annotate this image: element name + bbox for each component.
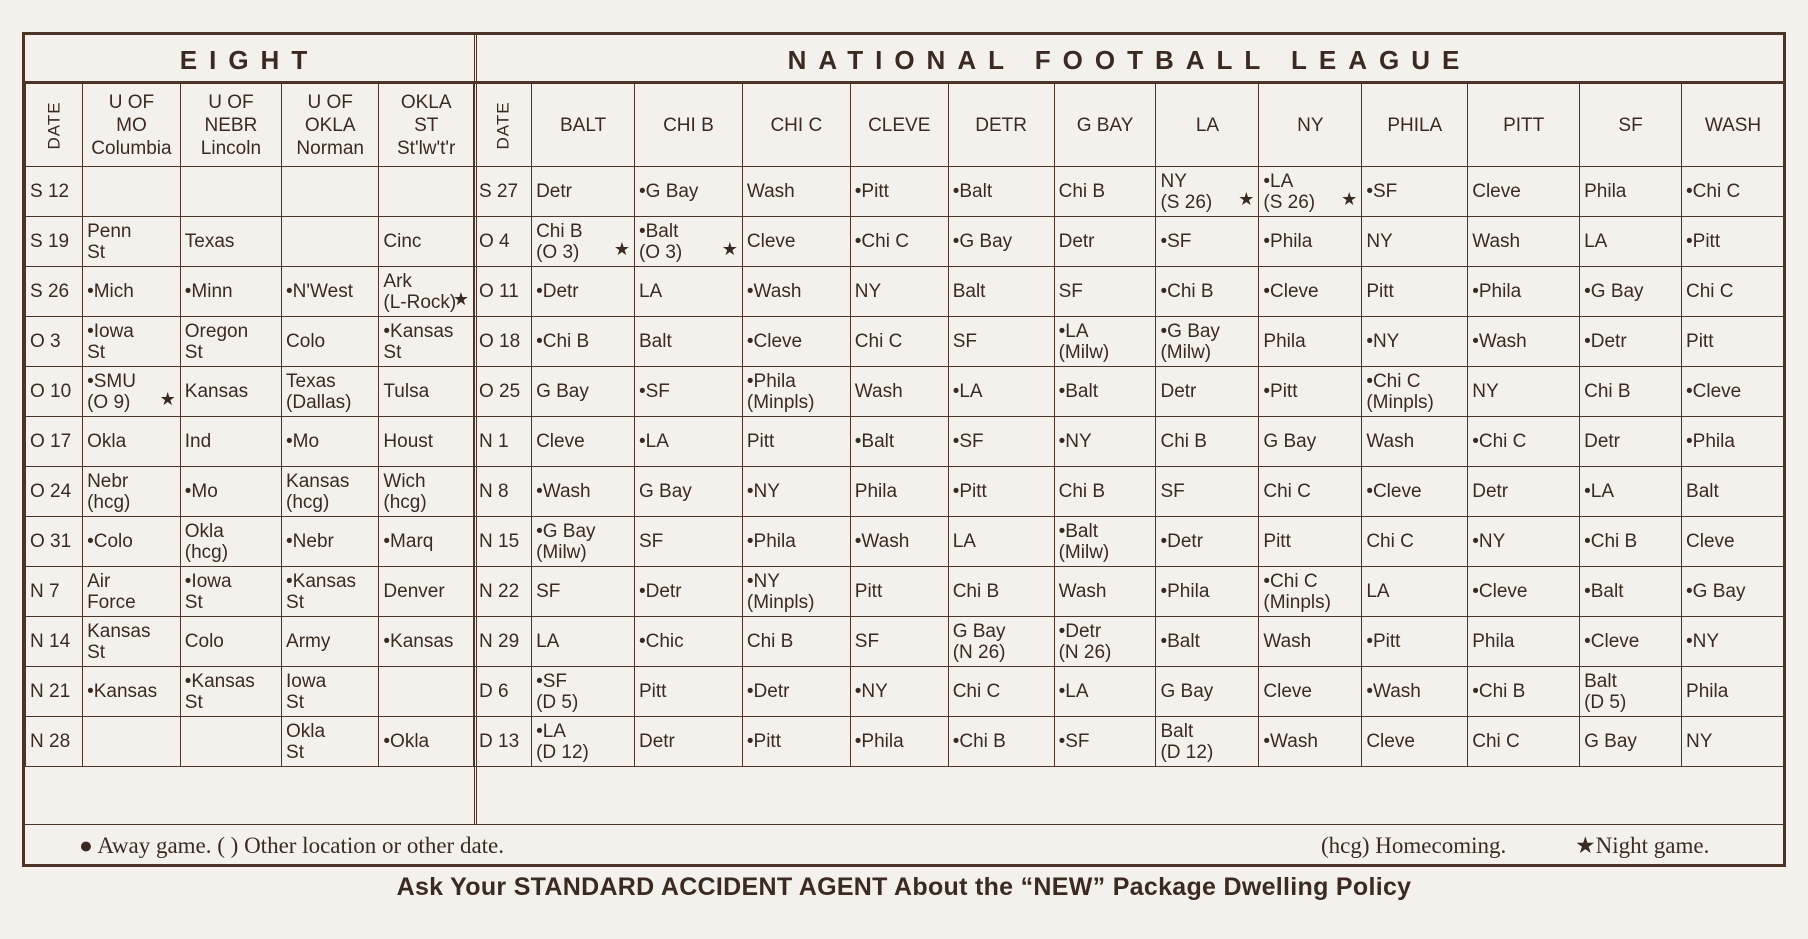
date-cell: N 14 bbox=[26, 617, 83, 667]
game-cell bbox=[180, 167, 281, 217]
game-cell bbox=[379, 167, 474, 217]
game-cell: •SF bbox=[1156, 217, 1259, 267]
game-cell: Chi B bbox=[1156, 417, 1259, 467]
game-cell: •Detr bbox=[1580, 317, 1682, 367]
game-cell: •Pitt bbox=[850, 167, 948, 217]
eight-date-header bbox=[26, 84, 83, 167]
table-row bbox=[475, 417, 1785, 467]
game-cell: •LA (D 12) bbox=[532, 717, 635, 767]
date-cell: S 12 bbox=[26, 167, 83, 217]
game-cell: LA bbox=[1580, 217, 1682, 267]
game-cell: SF bbox=[1156, 467, 1259, 517]
game-cell: Chi C bbox=[948, 667, 1054, 717]
game-cell: •Balt (O 3) ★ bbox=[634, 217, 742, 267]
game-cell: •Chi B bbox=[1156, 267, 1259, 317]
eight-schedule-table bbox=[25, 83, 474, 767]
game-cell: •LA bbox=[1054, 667, 1156, 717]
game-cell: •LA bbox=[948, 367, 1054, 417]
game-cell: •Chi C bbox=[1682, 167, 1785, 217]
game-cell: Penn St bbox=[83, 217, 181, 267]
table-row bbox=[475, 367, 1785, 417]
game-cell: Wash bbox=[1468, 217, 1580, 267]
game-cell: •Detr bbox=[1156, 517, 1259, 567]
nfl-column-header: DETR bbox=[948, 84, 1054, 167]
date-cell: D 6 bbox=[475, 667, 532, 717]
game-cell: •Phila bbox=[1156, 567, 1259, 617]
nfl-section bbox=[474, 35, 1785, 767]
game-cell: Pitt bbox=[742, 417, 850, 467]
date-cell: N 28 bbox=[26, 717, 83, 767]
game-cell: •NY bbox=[1362, 317, 1468, 367]
table-row bbox=[475, 667, 1785, 717]
nfl-date-header bbox=[475, 84, 532, 167]
game-cell: •Phila (Minpls) bbox=[742, 367, 850, 417]
game-cell: •Chi C bbox=[850, 217, 948, 267]
game-cell: Okla (hcg) bbox=[180, 517, 281, 567]
game-cell: Detr bbox=[1156, 367, 1259, 417]
game-cell: •G Bay (Milw) bbox=[532, 517, 635, 567]
game-cell: •Detr bbox=[532, 267, 635, 317]
date-cell: O 3 bbox=[26, 317, 83, 367]
date-cell: N 22 bbox=[475, 567, 532, 617]
night-game-star-icon: ★ bbox=[452, 289, 469, 309]
game-cell: •LA (Milw) bbox=[1054, 317, 1156, 367]
nfl-title: NATIONAL FOOTBALL LEAGUE bbox=[474, 35, 1785, 83]
game-cell: Chi C bbox=[1682, 267, 1785, 317]
game-cell: Pitt bbox=[1362, 267, 1468, 317]
game-cell: Detr bbox=[1054, 217, 1156, 267]
game-cell: •NY bbox=[1054, 417, 1156, 467]
game-cell bbox=[180, 717, 281, 767]
game-cell: •Nebr bbox=[282, 517, 379, 567]
game-cell: •Minn bbox=[180, 267, 281, 317]
date-cell: O 11 bbox=[475, 267, 532, 317]
game-cell: Nebr (hcg) bbox=[83, 467, 181, 517]
game-cell: NY (S 26) ★ bbox=[1156, 167, 1259, 217]
game-cell: Balt bbox=[948, 267, 1054, 317]
game-cell: Detr bbox=[1580, 417, 1682, 467]
game-cell: Phila bbox=[1468, 617, 1580, 667]
date-cell: O 17 bbox=[26, 417, 83, 467]
game-cell: G Bay bbox=[634, 467, 742, 517]
table-row bbox=[475, 617, 1785, 667]
game-cell: Phila bbox=[1580, 167, 1682, 217]
table-row bbox=[475, 467, 1785, 517]
game-cell: G Bay bbox=[1156, 667, 1259, 717]
date-cell: O 10 bbox=[26, 367, 83, 417]
game-cell: Balt (D 5) bbox=[1580, 667, 1682, 717]
table-row bbox=[26, 417, 474, 467]
game-cell: Cleve bbox=[1362, 717, 1468, 767]
game-cell: SF bbox=[532, 567, 635, 617]
game-cell: Iowa St bbox=[282, 667, 379, 717]
game-cell: Kansas bbox=[180, 367, 281, 417]
game-cell: •Cleve bbox=[1259, 267, 1362, 317]
eight-section bbox=[25, 35, 474, 767]
game-cell: Wich (hcg) bbox=[379, 467, 474, 517]
game-cell: LA bbox=[532, 617, 635, 667]
table-row bbox=[26, 267, 474, 317]
game-cell: Cleve bbox=[1682, 517, 1785, 567]
game-cell: •Balt bbox=[948, 167, 1054, 217]
game-cell: Chi B bbox=[1054, 167, 1156, 217]
table-row bbox=[475, 267, 1785, 317]
date-cell: N 8 bbox=[475, 467, 532, 517]
game-cell: •Wash bbox=[1362, 667, 1468, 717]
game-cell: Ind bbox=[180, 417, 281, 467]
game-cell: •Chi B bbox=[948, 717, 1054, 767]
nfl-column-header: G BAY bbox=[1054, 84, 1156, 167]
game-cell: NY bbox=[850, 267, 948, 317]
table-row bbox=[26, 617, 474, 667]
game-cell: Pitt bbox=[1259, 517, 1362, 567]
game-cell: Balt (D 12) bbox=[1156, 717, 1259, 767]
advertisement-footer: Ask Your STANDARD ACCIDENT AGENT About the “NEW” Package Dwelling Policy bbox=[396, 873, 1412, 901]
game-cell: SF bbox=[850, 617, 948, 667]
game-cell: Phila bbox=[1682, 667, 1785, 717]
game-cell: •Pitt bbox=[1259, 367, 1362, 417]
game-cell: SF bbox=[634, 517, 742, 567]
game-cell: •Phila bbox=[850, 717, 948, 767]
table-row bbox=[26, 367, 474, 417]
game-cell: Chi B bbox=[948, 567, 1054, 617]
eight-column-header: U OF OKLA Norman bbox=[282, 84, 379, 167]
game-cell: Colo bbox=[180, 617, 281, 667]
game-cell: Balt bbox=[1682, 467, 1785, 517]
game-cell: •Wash bbox=[532, 467, 635, 517]
game-cell: •Okla bbox=[379, 717, 474, 767]
game-cell: •SF bbox=[1362, 167, 1468, 217]
game-cell: Chi C bbox=[850, 317, 948, 367]
game-cell: •LA bbox=[1580, 467, 1682, 517]
game-cell: •Wash bbox=[742, 267, 850, 317]
game-cell: •Cleve bbox=[1468, 567, 1580, 617]
game-cell: •Detr (N 26) bbox=[1054, 617, 1156, 667]
game-cell: Ark (L-Rock) ★ bbox=[379, 267, 474, 317]
game-cell: Chi B (O 3) ★ bbox=[532, 217, 635, 267]
game-cell: •SF bbox=[1054, 717, 1156, 767]
game-cell: •Pitt bbox=[1682, 217, 1785, 267]
game-cell: •Kansas St bbox=[180, 667, 281, 717]
game-cell: •SF (D 5) bbox=[532, 667, 635, 717]
game-cell: •Balt bbox=[1580, 567, 1682, 617]
nfl-column-header: PHILA bbox=[1362, 84, 1468, 167]
game-cell: •Chic bbox=[634, 617, 742, 667]
table-row bbox=[26, 567, 474, 617]
game-cell: •Cleve bbox=[742, 317, 850, 367]
eight-date-header-label: DATE bbox=[44, 100, 64, 150]
table-row bbox=[475, 517, 1785, 567]
game-cell: •G Bay (Milw) bbox=[1156, 317, 1259, 367]
legend-away: ● Away game. ( ) Other location or other date. bbox=[79, 833, 504, 858]
game-cell: Texas bbox=[180, 217, 281, 267]
nfl-date-header-label: DATE bbox=[493, 100, 513, 150]
game-cell: Phila bbox=[850, 467, 948, 517]
date-cell: S 27 bbox=[475, 167, 532, 217]
nfl-column-header: LA bbox=[1156, 84, 1259, 167]
game-cell: •G Bay bbox=[634, 167, 742, 217]
game-cell: •N'West bbox=[282, 267, 379, 317]
game-cell: •Detr bbox=[634, 567, 742, 617]
game-cell: •Pitt bbox=[742, 717, 850, 767]
game-cell: •Wash bbox=[850, 517, 948, 567]
game-cell: Kansas (hcg) bbox=[282, 467, 379, 517]
table-row bbox=[475, 567, 1785, 617]
game-cell: Cleve bbox=[742, 217, 850, 267]
game-cell: •Cleve bbox=[1362, 467, 1468, 517]
nfl-column-header: CHI C bbox=[742, 84, 850, 167]
game-cell: Detr bbox=[532, 167, 635, 217]
game-cell: •Pitt bbox=[948, 467, 1054, 517]
game-cell: •SMU (O 9) ★ bbox=[83, 367, 181, 417]
game-cell: Wash bbox=[1362, 417, 1468, 467]
game-cell: •Chi B bbox=[532, 317, 635, 367]
game-cell: •Cleve bbox=[1580, 617, 1682, 667]
game-cell: •Kansas bbox=[379, 617, 474, 667]
game-cell: Okla St bbox=[282, 717, 379, 767]
game-cell: G Bay bbox=[532, 367, 635, 417]
date-cell: D 13 bbox=[475, 717, 532, 767]
date-cell: O 24 bbox=[26, 467, 83, 517]
game-cell: •Chi C bbox=[1468, 417, 1580, 467]
game-cell: LA bbox=[948, 517, 1054, 567]
night-game-star-icon: ★ bbox=[721, 239, 738, 259]
game-cell: G Bay (N 26) bbox=[948, 617, 1054, 667]
game-cell: •Phila bbox=[1259, 217, 1362, 267]
date-cell: N 15 bbox=[475, 517, 532, 567]
game-cell: •Balt bbox=[1054, 367, 1156, 417]
game-cell: •Phila bbox=[1468, 267, 1580, 317]
game-cell: NY bbox=[1468, 367, 1580, 417]
game-cell: •Mich bbox=[83, 267, 181, 317]
game-cell: •Cleve bbox=[1682, 367, 1785, 417]
game-cell: Chi B bbox=[1580, 367, 1682, 417]
date-cell: N 29 bbox=[475, 617, 532, 667]
game-cell: Colo bbox=[282, 317, 379, 367]
game-cell: Army bbox=[282, 617, 379, 667]
game-cell: Chi C bbox=[1468, 717, 1580, 767]
game-cell: •Detr bbox=[742, 667, 850, 717]
game-cell: Okla bbox=[83, 417, 181, 467]
date-cell: O 18 bbox=[475, 317, 532, 367]
game-cell: •NY bbox=[850, 667, 948, 717]
game-cell: Chi C bbox=[1259, 467, 1362, 517]
game-cell: •Iowa St bbox=[83, 317, 181, 367]
game-cell: Wash bbox=[850, 367, 948, 417]
table-row bbox=[26, 317, 474, 367]
game-cell bbox=[83, 717, 181, 767]
game-cell: LA bbox=[634, 267, 742, 317]
schedule-frame bbox=[22, 32, 1786, 867]
date-cell: S 19 bbox=[26, 217, 83, 267]
game-cell: Chi B bbox=[742, 617, 850, 667]
game-cell: •Balt (Milw) bbox=[1054, 517, 1156, 567]
game-cell: •Wash bbox=[1259, 717, 1362, 767]
game-cell: Oregon St bbox=[180, 317, 281, 367]
game-cell: •G Bay bbox=[1682, 567, 1785, 617]
nfl-schedule-table bbox=[474, 83, 1785, 767]
game-cell: LA bbox=[1362, 567, 1468, 617]
game-cell: G Bay bbox=[1580, 717, 1682, 767]
game-cell: •SF bbox=[948, 417, 1054, 467]
game-cell: Houst bbox=[379, 417, 474, 467]
table-row bbox=[26, 667, 474, 717]
game-cell: Chi C bbox=[1362, 517, 1468, 567]
game-cell: SF bbox=[1054, 267, 1156, 317]
game-cell: Detr bbox=[1468, 467, 1580, 517]
nfl-column-header: CLEVE bbox=[850, 84, 948, 167]
game-cell: •Kansas bbox=[83, 667, 181, 717]
date-cell: O 31 bbox=[26, 517, 83, 567]
night-game-star-icon: ★ bbox=[159, 389, 176, 409]
game-cell: Denver bbox=[379, 567, 474, 617]
table-row bbox=[26, 167, 474, 217]
date-cell: N 21 bbox=[26, 667, 83, 717]
date-cell: S 26 bbox=[26, 267, 83, 317]
game-cell: •Chi B bbox=[1580, 517, 1682, 567]
table-row bbox=[26, 467, 474, 517]
table-row bbox=[475, 317, 1785, 367]
eight-header-row bbox=[26, 84, 474, 167]
game-cell: SF bbox=[948, 317, 1054, 367]
night-game-star-icon: ★ bbox=[1341, 189, 1358, 209]
game-cell: •SF bbox=[634, 367, 742, 417]
game-cell: NY bbox=[1362, 217, 1468, 267]
game-cell bbox=[282, 167, 379, 217]
game-cell: Wash bbox=[742, 167, 850, 217]
game-cell: •Phila bbox=[742, 517, 850, 567]
game-cell: G Bay bbox=[1259, 417, 1362, 467]
game-cell bbox=[379, 667, 474, 717]
nfl-column-header: CHI B bbox=[634, 84, 742, 167]
table-row bbox=[26, 217, 474, 267]
night-game-star-icon: ★ bbox=[1238, 189, 1255, 209]
game-cell: Pitt bbox=[1682, 317, 1785, 367]
game-cell: Tulsa bbox=[379, 367, 474, 417]
game-cell: Pitt bbox=[850, 567, 948, 617]
game-cell: •NY (Minpls) bbox=[742, 567, 850, 617]
game-cell bbox=[83, 167, 181, 217]
game-cell: Cinc bbox=[379, 217, 474, 267]
game-cell: •Mo bbox=[180, 467, 281, 517]
game-cell: Phila bbox=[1259, 317, 1362, 367]
game-cell: •Chi C (Minpls) bbox=[1362, 367, 1468, 417]
nfl-column-header: BALT bbox=[532, 84, 635, 167]
table-row bbox=[475, 217, 1785, 267]
date-cell: N 1 bbox=[475, 417, 532, 467]
game-cell: Texas (Dallas) bbox=[282, 367, 379, 417]
night-game-star-icon: ★ bbox=[613, 239, 630, 259]
game-cell: Air Force bbox=[83, 567, 181, 617]
eight-column-header: U OF MO Columbia bbox=[83, 84, 181, 167]
game-cell: •Chi C (Minpls) bbox=[1259, 567, 1362, 617]
eight-column-header: OKLA ST St'lw't'r bbox=[379, 84, 474, 167]
game-cell: •Mo bbox=[282, 417, 379, 467]
table-row bbox=[26, 517, 474, 567]
table-row bbox=[475, 717, 1785, 767]
game-cell: NY bbox=[1682, 717, 1785, 767]
game-cell: Detr bbox=[634, 717, 742, 767]
nfl-column-header: WASH bbox=[1682, 84, 1785, 167]
game-cell: •G Bay bbox=[948, 217, 1054, 267]
game-cell: •NY bbox=[742, 467, 850, 517]
nfl-header-row bbox=[475, 84, 1785, 167]
game-cell: •Balt bbox=[1156, 617, 1259, 667]
game-cell: •Iowa St bbox=[180, 567, 281, 617]
game-cell: Kansas St bbox=[83, 617, 181, 667]
game-cell: •G Bay bbox=[1580, 267, 1682, 317]
game-cell: Cleve bbox=[532, 417, 635, 467]
eight-column-header: U OF NEBR Lincoln bbox=[180, 84, 281, 167]
game-cell: •LA bbox=[634, 417, 742, 467]
nfl-column-header: PITT bbox=[1468, 84, 1580, 167]
game-cell: •Kansas St bbox=[379, 317, 474, 367]
date-cell: O 25 bbox=[475, 367, 532, 417]
table-row bbox=[26, 717, 474, 767]
game-cell: Wash bbox=[1259, 617, 1362, 667]
game-cell: Cleve bbox=[1259, 667, 1362, 717]
game-cell: Pitt bbox=[634, 667, 742, 717]
eight-title: EIGHT bbox=[25, 35, 474, 83]
game-cell bbox=[282, 217, 379, 267]
nfl-column-header: NY bbox=[1259, 84, 1362, 167]
game-cell: •Kansas St bbox=[282, 567, 379, 617]
game-cell: •Phila bbox=[1682, 417, 1785, 467]
game-cell: Balt bbox=[634, 317, 742, 367]
game-cell: •LA (S 26) ★ bbox=[1259, 167, 1362, 217]
game-cell: •Colo bbox=[83, 517, 181, 567]
game-cell: •Balt bbox=[850, 417, 948, 467]
game-cell: •Chi B bbox=[1468, 667, 1580, 717]
table-row bbox=[475, 167, 1785, 217]
legend bbox=[25, 824, 1783, 867]
date-cell: N 7 bbox=[26, 567, 83, 617]
game-cell: •NY bbox=[1468, 517, 1580, 567]
game-cell: Wash bbox=[1054, 567, 1156, 617]
game-cell: •Pitt bbox=[1362, 617, 1468, 667]
game-cell: •Wash bbox=[1468, 317, 1580, 367]
game-cell: •Marq bbox=[379, 517, 474, 567]
nfl-column-header: SF bbox=[1580, 84, 1682, 167]
game-cell: Cleve bbox=[1468, 167, 1580, 217]
date-cell: O 4 bbox=[475, 217, 532, 267]
legend-homecoming: (hcg) Homecoming. bbox=[1321, 833, 1507, 858]
legend-night: ★Night game. bbox=[1575, 833, 1710, 858]
game-cell: •NY bbox=[1682, 617, 1785, 667]
game-cell: Chi B bbox=[1054, 467, 1156, 517]
